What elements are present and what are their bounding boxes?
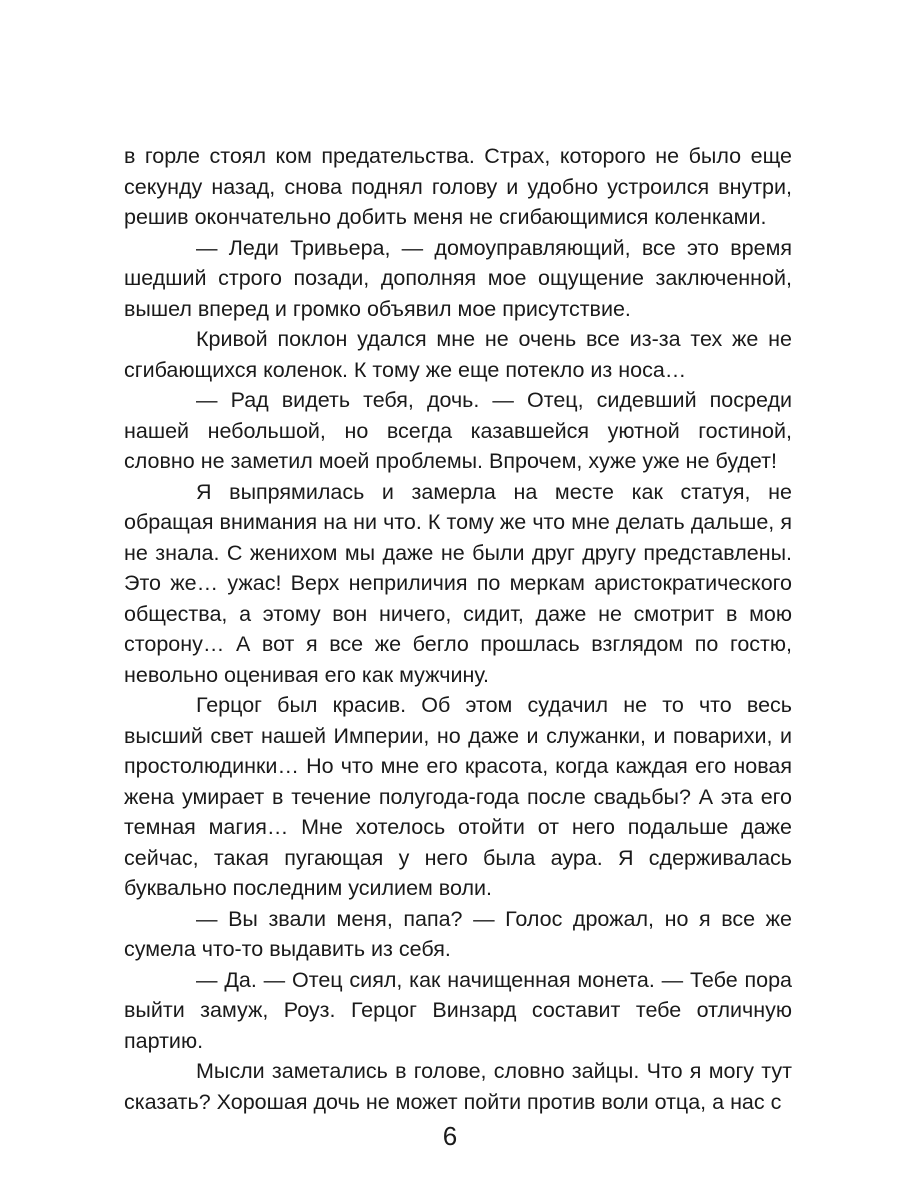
paragraph-3: Кривой поклон удался мне не очень все из-за тех же не сгибающихся коленок. К тому же еще потекло из носа…: [124, 327, 792, 382]
paragraph-7: — Вы звали меня, папа? — Голос дрожал, но я все же сумела что-то выдавить из себя.: [124, 906, 792, 961]
paragraph-6: Герцог был красив. Об этом судачил не то что весь высший свет нашей Империи, но даже и служанки, и поварихи, и простолюдинки… Но что мне его красота, когда каждая его новая жена умирает в течение полугода-года после свадьбы? А эта его темная магия… Мне хотелось отойти от него подальше даже сейчас, такая пугающая у него была аура. Я сдерживалась буквально последним усилием воли.: [124, 693, 792, 900]
page-number: 6: [442, 1121, 458, 1151]
paragraph-9: Мысли заметались в голове, словно зайцы. Что я могу тут сказать? Хорошая дочь не может пойти против воли отца, а нас с: [124, 1059, 792, 1114]
paragraph-2: — Леди Тривьера, — домоуправляющий, все это время шедший строго позади, дополняя мое ощущение заключенной, вышел вперед и громко объявил мое присутствие.: [124, 235, 792, 321]
paragraph-8: — Да. — Отец сиял, как начищенная монета. — Тебе пора выйти замуж, Роуз. Герцог Винзард составит тебе отличную партию.: [124, 967, 792, 1053]
paragraph-4: — Рад видеть тебя, дочь. — Отец, сидевший посреди нашей небольшой, но всегда казавшейся уютной гостиной, словно не заметил моей проблемы. Впрочем, хуже уже не будет!: [124, 388, 792, 473]
paragraph-1: в горле стоял ком предательства. Страх, которого не было еще секунду назад, снова поднял голову и удобно устроился внутри, решив окончательно добить меня не сгибающимися коленками.: [124, 144, 792, 229]
page-body: [124, 141, 792, 1117]
paragraph-5: Я выпрямилась и замерла на месте как статуя, не обращая внимания на ни что. К тому же что мне делать дальше, я не знала. С женихом мы даже не были друг другу представлены. Это же… ужас! Верх неприличия по меркам аристократического общества, а этому вон ничего, сидит, даже не смотрит в мою сторону… А вот я все же бегло прошлась взглядом по гостю, невольно оценивая его как мужчину.: [124, 479, 792, 687]
